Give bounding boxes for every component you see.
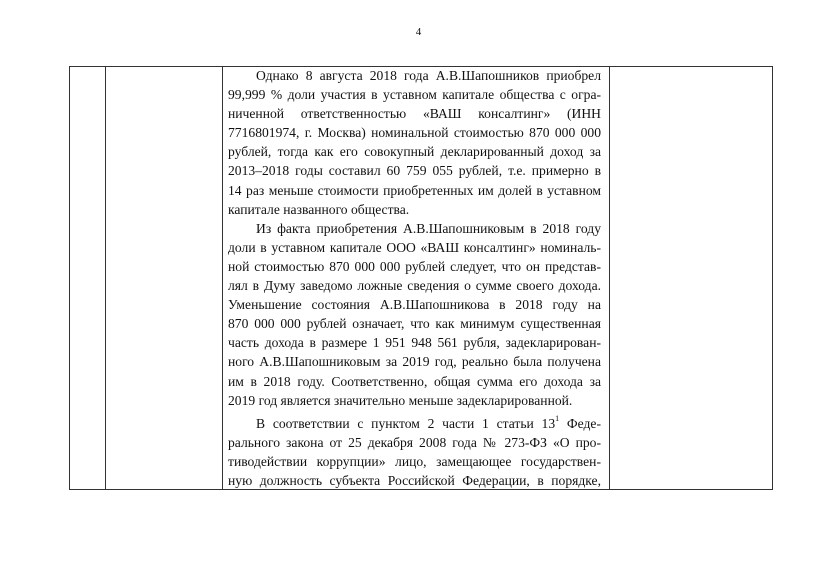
text-line: рального закона от 25 декабря 2008 года № 273-ФЗ «О про-	[228, 434, 601, 450]
text-line: Однако 8 августа 2018 года А.В.Шапошников приобрел	[256, 68, 601, 83]
column-divider	[222, 67, 223, 489]
text-line: часть дохода в размере 1 951 948 561 рубля, задекларирован-	[228, 335, 601, 351]
text-line: 7716801974, г. Москва) номинальной стоимостью 870 000 000	[228, 125, 601, 141]
paragraph-2	[228, 219, 601, 410]
text-line: тиводействии коррупции» лицо, замещающее государствен-	[228, 453, 601, 469]
text-line: Уменьшение состояния А.В.Шапошникова в 2018 году на	[228, 297, 601, 313]
text-line: 14 раз меньше стоимости приобретенных им долей в уставном	[228, 182, 601, 198]
column-divider	[609, 67, 610, 489]
text-line: 870 000 000 рублей означает, что как минимум существенная	[228, 316, 601, 332]
text-line: ной стоимостью 870 000 000 рублей следует, что он представ-	[228, 258, 601, 274]
text-line: 2013–2018 годы составил 60 759 055 рублей, т.е. примерно в	[228, 163, 601, 179]
paragraph-3	[228, 414, 601, 490]
text-line: лял в Думу заведомо ложные сведения о сумме своего дохода.	[228, 278, 601, 294]
text-line: Из факта приобретения А.В.Шапошниковым в 2018 году	[256, 220, 601, 236]
text-line	[228, 414, 601, 433]
text-line: ного А.В.Шапошниковым за 2019 год, реально была получена	[228, 354, 601, 370]
text-line: 2019 год является значительно меньше задекларированной.	[228, 392, 573, 408]
text-line: доли в уставном капитале ООО «ВАШ консалтинг» номиналь-	[228, 239, 601, 255]
text-line: 99,999 % доли участия в уставном капитале общества с огра-	[228, 87, 601, 103]
text-cell	[228, 66, 601, 490]
text-line: капитале названного общества.	[228, 201, 410, 217]
column-divider	[105, 67, 106, 489]
footnote-superscript: 1	[555, 414, 560, 424]
text-run: В соответствии с пунктом 2 части 1 статьи 13	[256, 415, 556, 431]
text-run: Феде-	[559, 415, 601, 431]
text-line: ную должность субъекта Российской Федерации, в порядке,	[228, 472, 601, 488]
text-line: рублей, тогда как его совокупный декларированный доход за	[228, 144, 601, 160]
text-line: им в 2018 году. Соответственно, общая сумма его дохода за	[228, 373, 601, 389]
paragraph-1	[228, 66, 601, 219]
page-number: 4	[415, 26, 422, 38]
text-line: ниченной ответственностью «ВАШ консалтинг» (ИНН	[228, 106, 601, 122]
